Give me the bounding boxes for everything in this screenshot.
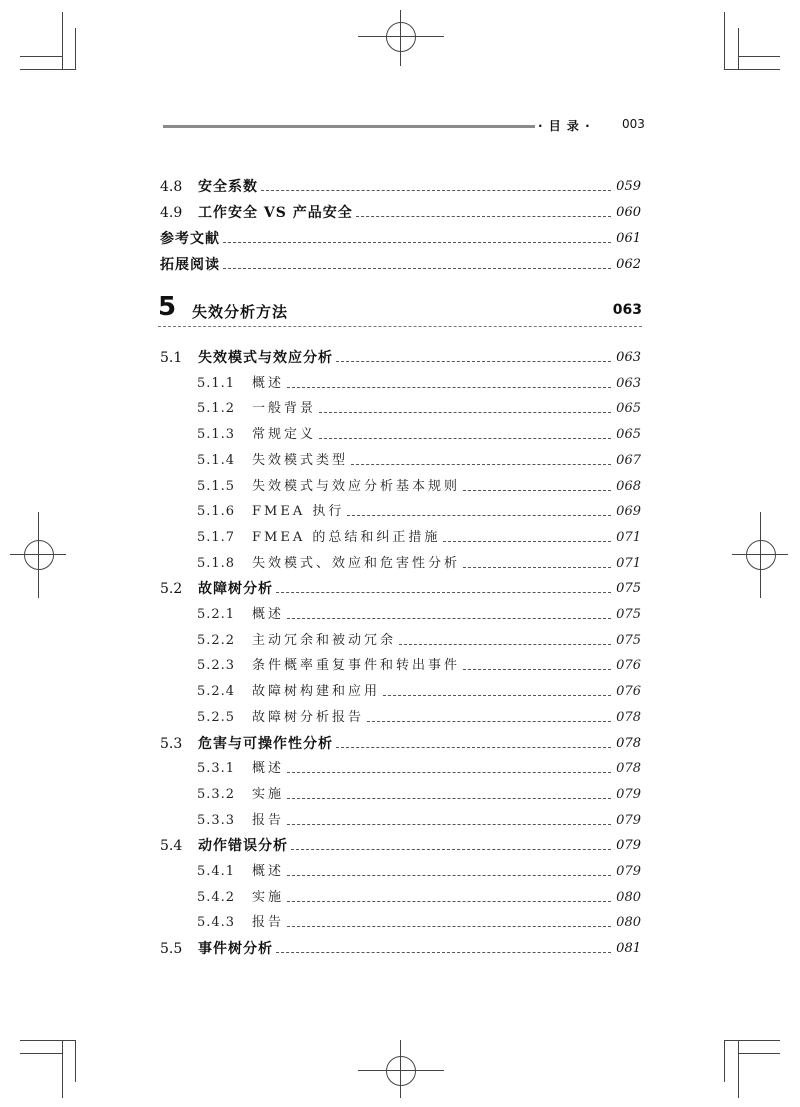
toc-entry-number: 5.5 xyxy=(160,941,183,957)
toc-leader xyxy=(399,643,611,645)
toc-leader xyxy=(463,566,611,568)
toc-entry xyxy=(160,226,641,248)
toc-section-entry xyxy=(160,936,641,958)
toc-entry-number: 5.3.2 xyxy=(197,787,236,802)
toc-entry-number: 5.1.1 xyxy=(197,376,236,391)
toc-entry-title: 故障树分析 xyxy=(198,581,273,597)
toc-subsection-entry xyxy=(197,628,641,650)
toc-entry-page: 065 xyxy=(616,427,641,442)
header-rule xyxy=(163,125,535,128)
toc-entry-page: 076 xyxy=(616,658,641,673)
toc-leader xyxy=(276,591,611,593)
toc-entry xyxy=(160,252,641,274)
header-page-number: 003 xyxy=(622,117,645,131)
toc-entry-title: 条件概率重复事件和转出事件 xyxy=(252,658,461,673)
toc-subsection-entry xyxy=(197,448,641,470)
toc-entry-page: 078 xyxy=(616,710,641,725)
toc-subsection-entry xyxy=(197,525,641,547)
toc-entry-title: 一般背景 xyxy=(252,401,317,416)
toc-entry-page: 061 xyxy=(616,231,641,246)
toc-subsection-entry xyxy=(197,474,641,496)
toc-entry-title: 拓展阅读 xyxy=(160,257,220,273)
toc-leader xyxy=(463,489,611,491)
toc-subsection-entry xyxy=(197,679,641,701)
toc-leader xyxy=(319,437,611,439)
toc-entry-number: 5.4.1 xyxy=(197,864,236,879)
toc-entry-title: 参考文献 xyxy=(160,231,220,247)
toc-entry-title: 故障树分析报告 xyxy=(252,710,365,725)
chapter-number: 5 xyxy=(158,292,177,322)
toc-section-entry xyxy=(160,345,641,367)
toc-entry-title: 概述 xyxy=(252,761,285,776)
toc-leader xyxy=(287,386,611,388)
toc-entry-page: 079 xyxy=(616,787,641,802)
toc-entry-number: 5.3 xyxy=(160,736,183,752)
toc-entry-page: 063 xyxy=(616,376,641,391)
toc-entry-number: 5.1.4 xyxy=(197,453,236,468)
toc-entry-title: 实施 xyxy=(252,890,285,905)
toc-entry-page: 063 xyxy=(616,350,641,365)
toc-entry-title: 失效模式与效应分析基本规则 xyxy=(252,479,461,494)
toc-entry-number: 5.1 xyxy=(160,350,183,366)
toc-leader xyxy=(287,925,611,927)
toc-subsection-entry xyxy=(197,756,641,778)
toc-entry-page: 075 xyxy=(616,581,641,596)
toc-leader xyxy=(276,951,611,953)
toc-subsection-entry xyxy=(197,885,641,907)
toc-leader xyxy=(287,900,611,902)
toc-leader xyxy=(383,694,611,696)
toc-entry-number: 5.4.2 xyxy=(197,890,236,905)
toc-entry xyxy=(160,200,641,222)
toc-subsection-entry xyxy=(197,859,641,881)
toc-entry xyxy=(160,174,641,196)
toc-leader xyxy=(287,874,611,876)
toc-entry-page: 079 xyxy=(616,838,641,853)
toc-entry-number: 5.2.5 xyxy=(197,710,236,725)
header-title: · 目 录 · xyxy=(538,119,591,133)
toc-entry-title: 失效模式类型 xyxy=(252,453,349,468)
toc-entry-number: 5.1.3 xyxy=(197,427,236,442)
toc-entry-page: 078 xyxy=(616,736,641,751)
toc-subsection-entry xyxy=(197,705,641,727)
toc-leader xyxy=(287,617,611,619)
toc-entry-page: 059 xyxy=(616,179,641,194)
toc-leader xyxy=(336,746,611,748)
toc-leader xyxy=(287,823,611,825)
chapter-page: 063 xyxy=(612,302,642,318)
toc-leader xyxy=(463,668,611,670)
toc-entry-title: 概述 xyxy=(252,607,285,622)
toc-entry-title: 报告 xyxy=(252,813,285,828)
toc-entry-page: 069 xyxy=(616,504,641,519)
toc-leader xyxy=(367,720,611,722)
toc-leader xyxy=(351,463,611,465)
toc-subsection-entry xyxy=(197,808,641,830)
toc-subsection-entry xyxy=(197,910,641,932)
toc-entry-number: 5.1.7 xyxy=(197,530,236,545)
toc-entry-title: FMEA 执行 xyxy=(252,504,345,519)
toc-entry-page: 079 xyxy=(616,864,641,879)
toc-leader xyxy=(291,848,611,850)
toc-entry-page: 071 xyxy=(616,556,641,571)
toc-entry-title: FMEA 的总结和纠正措施 xyxy=(252,530,441,545)
toc-subsection-entry xyxy=(197,653,641,675)
toc-entry-title: 实施 xyxy=(252,787,285,802)
toc-subsection-entry xyxy=(197,422,641,444)
chapter-heading xyxy=(158,292,642,328)
toc-entry-title: 概述 xyxy=(252,864,285,879)
toc-entry-page: 080 xyxy=(616,915,641,930)
toc-entry-page: 065 xyxy=(616,401,641,416)
toc-subsection-entry xyxy=(197,602,641,624)
chapter-divider xyxy=(158,326,642,327)
toc-entry-page: 071 xyxy=(616,530,641,545)
toc-entry-page: 068 xyxy=(616,479,641,494)
toc-entry-title: 动作错误分析 xyxy=(198,838,288,854)
toc-entry-number: 5.2.4 xyxy=(197,684,236,699)
toc-entry-number: 5.2 xyxy=(160,581,183,597)
toc-entry-page: 080 xyxy=(616,890,641,905)
toc-entry-page: 075 xyxy=(616,607,641,622)
toc-entry-page: 078 xyxy=(616,761,641,776)
toc-leader xyxy=(261,189,611,191)
toc-entry-title: 故障树构建和应用 xyxy=(252,684,381,699)
toc-leader xyxy=(347,514,611,516)
toc-entry-page: 062 xyxy=(616,257,641,272)
toc-entry-number: 5.2.1 xyxy=(197,607,236,622)
toc-leader xyxy=(287,771,611,773)
toc-entry-number: 5.1.2 xyxy=(197,401,236,416)
toc-subsection-entry xyxy=(197,551,641,573)
toc-entry-number: 5.4 xyxy=(160,838,183,854)
toc-leader xyxy=(223,267,611,269)
toc-section-entry xyxy=(160,731,641,753)
toc-entry-page: 081 xyxy=(616,941,641,956)
toc-leader xyxy=(319,411,611,413)
toc-entry-title: 失效模式、效应和危害性分析 xyxy=(252,556,461,571)
toc-entry-title: 危害与可操作性分析 xyxy=(198,736,333,752)
toc-entry-number: 4.8 xyxy=(160,179,183,195)
toc-leader xyxy=(287,797,611,799)
toc-entry-title: 失效模式与效应分析 xyxy=(198,350,333,366)
toc-entry-title: 安全系数 xyxy=(198,179,258,195)
toc-subsection-entry xyxy=(197,371,641,393)
toc-entry-page: 075 xyxy=(616,633,641,648)
toc-entry-title: 报告 xyxy=(252,915,285,930)
toc-entry-number: 5.4.3 xyxy=(197,915,236,930)
toc-entry-title: 主动冗余和被动冗余 xyxy=(252,633,397,648)
toc-entry-title: 事件树分析 xyxy=(198,941,273,957)
toc-subsection-entry xyxy=(197,396,641,418)
toc-entry-number: 5.1.5 xyxy=(197,479,236,494)
toc-entry-number: 5.3.1 xyxy=(197,761,236,776)
toc-leader xyxy=(223,241,611,243)
toc-entry-title: 概述 xyxy=(252,376,285,391)
toc-entry-title: 工作安全 VS 产品安全 xyxy=(198,205,353,221)
toc-entry-page: 076 xyxy=(616,684,641,699)
toc-entry-page: 079 xyxy=(616,813,641,828)
toc-subsection-entry xyxy=(197,499,641,521)
toc-entry-number: 5.1.6 xyxy=(197,504,236,519)
toc-leader xyxy=(336,360,611,362)
toc-entry-number: 5.2.2 xyxy=(197,633,236,648)
toc-leader xyxy=(356,215,611,217)
toc-entry-number: 5.3.3 xyxy=(197,813,236,828)
toc-entry-number: 4.9 xyxy=(160,205,183,221)
toc-section-entry xyxy=(160,576,641,598)
toc-entry-page: 067 xyxy=(616,453,641,468)
toc-entry-page: 060 xyxy=(616,205,641,220)
chapter-title: 失效分析方法 xyxy=(192,303,289,321)
toc-leader xyxy=(443,540,611,542)
toc-subsection-entry xyxy=(197,782,641,804)
toc-entry-title: 常规定义 xyxy=(252,427,317,442)
toc-entry-number: 5.2.3 xyxy=(197,658,236,673)
toc-entry-number: 5.1.8 xyxy=(197,556,236,571)
toc-section-entry xyxy=(160,833,641,855)
